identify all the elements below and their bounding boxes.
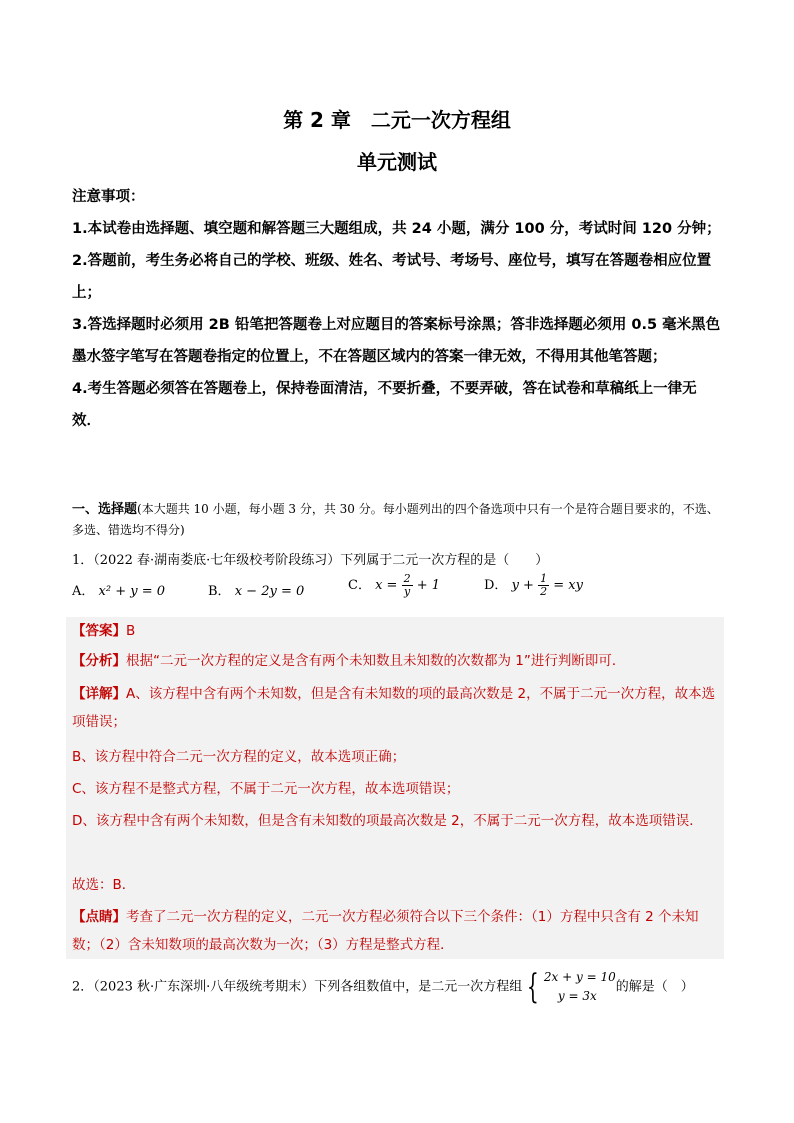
notice-heading: 注意事项： — [72, 189, 145, 205]
option-c-fraction — [402, 573, 413, 598]
analysis-text: 根据“二元一次方程的定义是含有两个未知数且未知数的次数都为 1”进行判断即可． — [126, 653, 626, 669]
option-a — [72, 580, 165, 599]
detail-b: B、该方程中符合二元一次方程的定义，故本选项正确； — [72, 749, 406, 765]
choose-line: 故选：B． — [72, 877, 136, 893]
answer-value: B — [126, 623, 136, 639]
section-heading — [72, 499, 724, 541]
notice-item: 3.答选择题时必须用 2B 铅笔把答题卷上对应题目的答案标号涂黑；答非选择题必须用 0.5 毫米黑色墨水签字笔写在答题卷指定的位置上，不在答题区域内的答案一律无效，不得用其他笔答题； — [72, 317, 721, 365]
detail-d: D、该方程中含有两个未知数，但是含有未知数的项最高次数是 2，不属于二元一次方程，故本选项错误． — [72, 813, 703, 829]
answer-line — [72, 617, 724, 645]
equation-2: y = 3x — [557, 989, 597, 1003]
fraction-numerator: 1 — [540, 572, 548, 585]
option-b — [208, 580, 304, 599]
analysis-line — [72, 647, 724, 675]
fraction-denominator: y — [403, 585, 411, 598]
question-1-stem: 1．（2022 春·湖南娄底·七年级校考阶段练习）下列属于二元一次方程的是（ ） — [72, 553, 549, 568]
option-c — [348, 573, 440, 598]
option-a-expression: x² + y = 0 — [98, 584, 166, 599]
fraction-numerator: 2 — [403, 572, 411, 585]
answer-tag: 【答案】 — [72, 623, 126, 639]
option-c-label: C． — [348, 578, 371, 593]
option-b-label: B． — [208, 584, 231, 599]
question-2-lead: 2．（2023 秋·广东深圳·八年级统考期末）下列各组数值中，是二元一次方程组 — [72, 979, 523, 995]
fraction-denominator: 2 — [540, 585, 548, 598]
detail-c: C、该方程不是整式方程，不属于二元一次方程，故本选项错误； — [72, 781, 460, 797]
equation-system — [544, 968, 616, 1006]
option-d-fraction — [538, 573, 549, 598]
comment-tag: 【点睛】 — [72, 909, 126, 925]
option-d-label: D． — [484, 578, 508, 593]
section-title: 一、选择题 — [72, 502, 138, 517]
question-2-tail: 的解是（ ） — [615, 979, 694, 995]
page-subtitle: 单元测试 — [357, 150, 437, 174]
option-d-rhs: = xy — [549, 578, 583, 593]
chapter-title: 第 2 章 二元一次方程组 — [283, 108, 511, 132]
detail-a: A、该方程中含有两个未知数，但是含有未知数的项的最高次数是 2，不属于二元一次方程，故本选项错误； — [72, 686, 716, 730]
comment-text: 考查了二元一次方程的定义，二元一次方程必须符合以下三个条件：（1）方程中只含有 2 个未知数；（2）含未知数项的最高次数为一次；（3）方程是整式方程． — [72, 909, 699, 953]
question-1-options — [72, 572, 724, 610]
question-2-stem — [72, 968, 724, 1006]
option-c-lhs: x = — [375, 578, 402, 593]
equation-1: 2x + y = 10 — [543, 970, 616, 984]
detail-line — [72, 680, 724, 736]
notice-item: 2.答题前，考生务必将自己的学校、班级、姓名、考试号、考场号、座位号，填写在答题卷相应位置上； — [72, 253, 712, 301]
detail-tag: 【详解】 — [72, 686, 126, 702]
notice-item: 4.考生答题必须答在答题卷上，保持卷面清洁，不要折叠，不要弄破，答在试卷和草稿纸上一律无效． — [72, 381, 697, 429]
analysis-tag: 【分析】 — [72, 653, 126, 669]
comment-line — [72, 903, 724, 959]
option-d — [484, 573, 583, 598]
notice-item: 1.本试卷由选择题、填空题和解答题三大题组成，共 24 小题，满分 100 分，考试时间 120 分钟； — [72, 221, 721, 237]
option-c-rhs: + 1 — [412, 578, 441, 593]
option-d-lhs: y + — [511, 578, 539, 593]
notice-block — [72, 181, 724, 437]
section-desc: (本大题共 10 小题，每小题 3 分，共 30 分。每小题列出的四个备选项中只有一个是符合题目要求的，不选、多选、错选均不得分) — [72, 502, 719, 537]
option-b-expression: x − 2y = 0 — [234, 584, 305, 599]
system-brace: { — [527, 967, 540, 1007]
option-a-label: A． — [72, 584, 95, 599]
